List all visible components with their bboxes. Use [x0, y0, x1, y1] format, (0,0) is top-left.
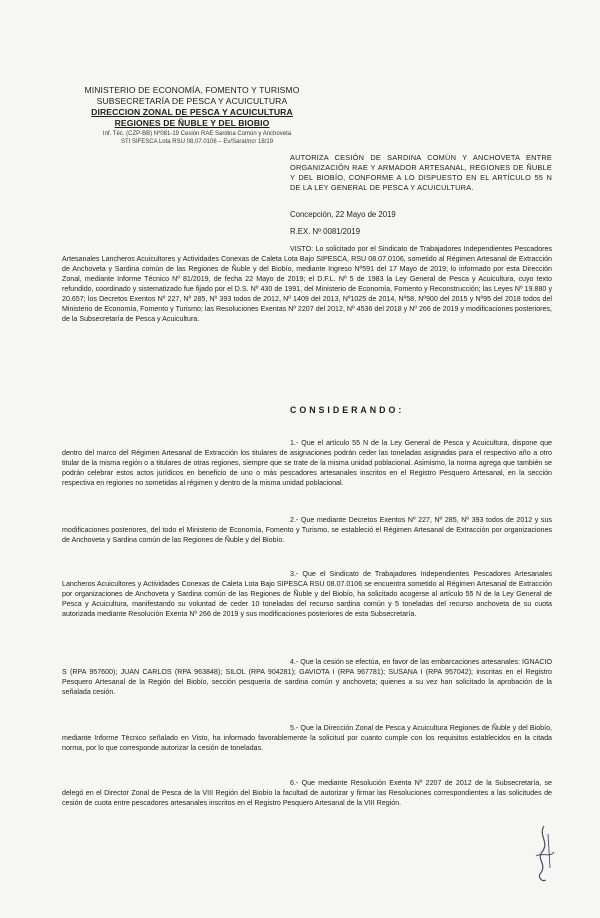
considerando-5-lead: 5.- Que la Dirección Zonal de Pesca y Acuicultura [290, 724, 448, 732]
reference-line-1: Inf. Téc. (CZP-BB) Nº081-19 Cesión RAE Sardina Común y Anchoveta [102, 131, 292, 137]
visto-label: VISTO: [290, 245, 314, 253]
considerando-1-lead: 1.- Que el artículo 55 N de la Ley General de Pesca y [290, 439, 470, 447]
considerando-6-body: de la Subsecretaría, se delegó en el Director Zonal de Pesca de la VIII Región del Biobío la facultad de autorizar y firmar las Resoluciones correspondientes a las solicitudes de cesión de cuota entre pescadores artesanales inscritos en el Registro Pesquero Artesanal de la VIII Región. [62, 779, 552, 807]
visto-paragraph [62, 244, 552, 324]
considerando-4 [62, 657, 552, 697]
resolution-number: R.EX. Nº 0081/2019 [290, 227, 361, 236]
letterhead [62, 85, 322, 129]
considerando-3-lead: 3.- Que el Sindicato de Trabajadores Independientes [290, 570, 470, 578]
regiones-line: REGIONES DE ÑUBLE Y DEL BIOBIO [114, 118, 270, 128]
considerando-2-body: 393 todos de 2012 y sus modificaciones posteriores, del todo el Ministerio de Economía, Fomento y Turismo, se estableció el Régimen Artesanal de Extracción por organizaciones de Anchoveta y Sardina común de las Regiones de Ñuble y del Biobío. [62, 516, 552, 544]
considerando-3 [62, 569, 552, 619]
reference-line-2: STI SIFESCA Lota RSU 08.07.0106 – Ev/Sarat/ncr 18/19 [120, 139, 274, 145]
place-date: Concepción, 22 Mayo de 2019 [290, 210, 396, 219]
considerando-heading: CONSIDERANDO: [290, 405, 405, 415]
direccion-zonal-line: DIRECCION ZONAL DE PESCA Y ACUICULTURA [91, 107, 293, 117]
considerando-1 [62, 438, 552, 488]
considerando-6-lead: 6.- Que mediante Resolución Exenta Nº 2207 de 2012 [290, 779, 472, 787]
considerando-5-body: Regiones de Ñuble y del Biobío, mediante Informe Técnico señalado en Visto, ha informado favorablemente la solicitud por cuanto cumple con los requisitos establecidos en la citada norma, por lo que corresponde autorizar la cesión de toneladas. [62, 724, 552, 752]
considerando-3-body: Pescadores Artesanales Lancheros Acuicultores y Actividades Conexas de Caleta Lota Bajo SIPESCA RSU 08.07.0106 se encuentra sometido al Régimen Artesanal de Extracción por organizaciones de Anchoveta y Sardina común de las Regiones de Ñuble y del Biobío, ha solicitado acogerse al artículo 55 N de la Ley General de Pesca y Acuicultura, manifestando su voluntad de ceder 10 toneladas del recurso sardina común y 5 toneladas del recurso anchoveta de su cuota autorizada mediante Resolución Exenta Nº 266 de 2019 y sus modificaciones posteriores de esta Subsecretaría. [62, 570, 553, 618]
ministry-line: MINISTERIO DE ECONOMÍA, FOMENTO Y TURISMO [84, 85, 300, 95]
visto-lead: Lo solicitado por el Sindicato de Trabajadores [315, 245, 462, 253]
considerando-6 [62, 778, 552, 808]
resolution-subject: AUTORIZA CESIÓN DE SARDINA COMÚN Y ANCHOVETA ENTRE ORGANIZACIÓN RAE Y ARMADOR ARTESANAL, REGIONES DE ÑUBLE Y DEL BIOBÍO, CONFORME A LO DISPUESTO EN EL ARTÍCULO 55 N DE LA LEY GENERAL DE PESCA Y ACUICULTURA. [290, 153, 552, 192]
visto-body: Independientes Pescadores Artesanales Lancheros Acuicultores y Actividades Conexas de Caleta Lota Bajo SIPESCA, RSU 08.07.0106, sometido al Régimen Artesanal de Extracción de Anchoveta y Sardina común de las Regiones de Ñuble y del Biobío, mediante Ingreso Nº591 del 17 Mayo de 2019; lo informado por esta Dirección Zonal, mediante Informe Técnico Nº 81/2019, de fecha 22 Mayo de 2019; el D.F.L. Nº 5 de 1983 la Ley General de Pesca y Acuicultura, cuyo texto refundido, coordinado y sistematizado fue fijado por el D.S. Nº 430 de 1991, del Ministerio de Economía, Fomento y Reconstrucción; las Leyes Nº 19.880 y 20.657; los Decretos Exentos Nº 227, Nº 285, Nº 393 todos de 2012, Nº 1409 del 2013, Nº1025 de 2014, Nº58, Nº900 del 2015 y Nº95 del 2018 todos del Ministerio de Economía, Fomento y Turismo; las Resoluciones Exentas Nº 2207 del 2012, Nº 4536 del 2018 y Nº 266 de 2019 y modificaciones posteriores, de la Subsecretaría de Pesca y Acuicultura. [62, 245, 552, 323]
considerando-2 [62, 515, 552, 545]
considerando-4-lead: 4.- Que la cesión se efectúa, en favor de las [290, 658, 430, 666]
considerando-2-lead: 2.- Que mediante Decretos Exentos Nº 227, Nº 285, Nº [290, 516, 469, 524]
considerando-1-body: Acuicultura, dispone que dentro del marco del Régimen Artesanal de Extracción los titulares de asignaciones podrán ceder las toneladas asignadas para el respectivo año a otro titular de la misma región o a titulares de otras regiones, siempre que se trate de la misma unidad poblacional. Asimismo, la norma agrega que también se podrán celebrar estos actos jurídicos en beneficio de uno o más pescadores artesanales inscritos en el Registro Pesquero Artesanal, en la sección respectiva en regiones no sometidas al régimen y dentro de la misma unidad poblacional. [62, 439, 552, 487]
initials-mark [528, 822, 560, 886]
subsecretaria-line: SUBSECRETARÍA DE PESCA Y ACUICULTURA [96, 96, 288, 106]
considerando-5 [62, 723, 552, 753]
reference-note [72, 130, 322, 146]
considerando-4-body: embarcaciones artesanales: IGNACIO S (RPA 957600); JUAN CARLOS (RPA 963848); SILOL (RPA 904281); GAVIOTA I (RPA 967781); SUSANA I (RPA 957042); inscritas en el Registro Pesquero Artesanal de la Región del Biobío, sección pesquería de sardina común y anchoveta; quienes a su vez han solicitado la aprobación de la señalada cesión. [62, 658, 552, 696]
